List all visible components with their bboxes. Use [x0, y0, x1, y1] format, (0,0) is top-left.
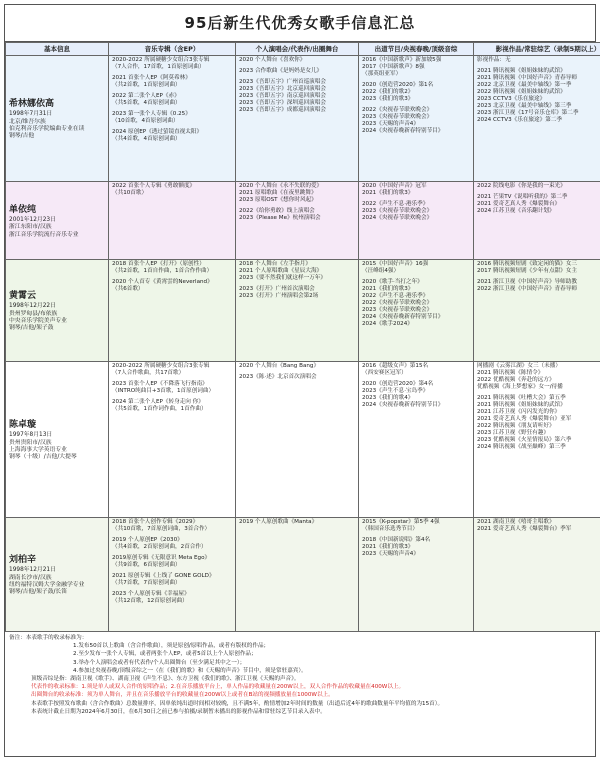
show-line: 2018《中国新说唱》第4名	[362, 537, 431, 543]
show-line: 2015《中国好声音》16强	[362, 261, 429, 267]
concert-line: 2023《要不然我们就这样一万年》	[239, 275, 326, 281]
album-line: （共10首歌）	[112, 190, 148, 196]
films-cell	[474, 182, 600, 260]
show-line: 2015《K-popstar》第5季 4强	[362, 519, 440, 525]
show-line: 2016《中国新歌声》新加坡5强	[362, 57, 442, 63]
film-line: 2022 院线电影《你是我的一束光》	[477, 183, 566, 189]
concerts-cell	[236, 518, 359, 632]
film-line: 网播剧《云雾江湖》女三（未播）	[477, 363, 561, 369]
film-line: 2021 浙江卫视《中国好声音》导师助教	[477, 279, 577, 285]
film-line: 2023 北京卫视《最美中轴线》第三季	[477, 103, 572, 109]
album-line: （共9首歌，6首原创词曲）	[112, 562, 181, 568]
album-line: （共7首歌，7首原创词曲）	[112, 580, 181, 586]
film-line: 2021 腾讯视频《吐槽大会》第五季	[477, 395, 566, 401]
show-line: 2023《我们的歌4》	[362, 395, 414, 401]
show-line: 2024《央视春晚新春特别节目》	[362, 128, 444, 134]
singer-info-line: 浙江音乐学院流行音乐专业	[9, 231, 79, 238]
show-line: 2022《声生不息·港乐季》	[362, 293, 429, 299]
show-line: （西安赛区冠军）	[362, 370, 407, 376]
singer-info-line: 钢琴（十级）/吉他/大提琴	[9, 454, 77, 461]
singer-table	[5, 42, 600, 632]
singer-basic-info	[6, 260, 109, 362]
notes-criteria-line: 3.举办个人演唱会或者有代表作/个人出圈舞台（至少满足其中之一）；	[73, 659, 246, 666]
concert-line: 2023 原唱OST《想你时风起》	[239, 197, 317, 203]
singer-info-line: 1998年12月21日	[9, 567, 56, 574]
album-line: 2024 第二张个人EP《转身走向 你》	[112, 399, 204, 405]
singer-info-line: 纽约福特汉姆大学金融学专业	[9, 582, 85, 588]
show-line: 2021《我们的歌3》	[362, 286, 414, 292]
concerts-cell	[236, 56, 359, 182]
film-line: 2021 江苏卫视《闪闪发光的你》	[477, 409, 561, 415]
singer-info-line: 中央音乐学院美声专业	[9, 318, 67, 324]
show-line: 2024《歌手2024》	[362, 321, 413, 327]
singer-info-line: 浙江东阳市/汉族	[9, 224, 52, 231]
film-line: 2021 爱奇艺真人秀《爆裂舞台》季军	[477, 526, 572, 532]
albums-cell	[109, 260, 236, 362]
album-line: 2020-2022 所属硬糖少女组合3张专辑	[112, 57, 210, 63]
header-row	[6, 43, 600, 56]
films-cell	[474, 260, 600, 362]
show-line: 2024《央视春晚新春特别节目》	[362, 402, 444, 408]
singer-basic-info	[6, 362, 109, 518]
film-line: 2021 腾讯视频《姐姐妹妹的武馆》	[477, 402, 566, 408]
film-line: 2021 腾讯视频《中国好声音》青春导师	[477, 75, 577, 81]
album-line: 2018 首张个人创作专辑《2029》	[112, 519, 199, 525]
show-line: 2023《央视春节联欢晚会》	[362, 208, 433, 214]
show-line: （韩国音乐选秀节目）	[362, 526, 418, 532]
film-line: 2022 北京卫视《最美中轴线》第一季	[477, 82, 572, 88]
film-line: 2021 腾讯视频《陈情令》	[477, 370, 544, 376]
page-title: 95后新生代优秀女歌手信息汇总	[5, 5, 595, 42]
film-line: 2023 CCTV3《乐在旅途》	[477, 96, 546, 102]
album-line: 2023 首张个人EP《不降落飞行指南》	[112, 381, 208, 387]
show-line: 2017《中国新歌声》8强	[362, 64, 425, 70]
concert-line: 2018 个人舞台《左手指月》	[239, 261, 311, 267]
film-line: 2022 浙江卫视《中国好声音》青春导师	[477, 286, 577, 292]
singer-info-line: 贵州贵阳市/汉族	[9, 439, 52, 446]
singer-info-line: 1998年7月31日	[9, 111, 53, 118]
notes-lead: 备注：本表歌手的收录标准为：	[9, 635, 88, 641]
singer-basic-info	[6, 182, 109, 260]
concerts-cell	[236, 260, 359, 362]
album-line: （共2首歌，1首自作曲，1首合作作曲）	[112, 268, 213, 274]
album-line: 2018 首张个人EP《打开》（原创性）	[112, 261, 205, 267]
album-line: （共12首歌，12首原创词曲）	[112, 598, 188, 604]
header-concerts: 个人演唱会/代表作/出圈舞台	[236, 43, 359, 56]
singer-row	[6, 518, 600, 632]
singer-info-line: 湖南长沙市/汉族	[9, 574, 52, 581]
film-line: 2023 优酷视频《火星情报局》第六季	[477, 437, 572, 443]
film-line: 2024 江苏卫视《音乐翻计划》	[477, 208, 555, 214]
singer-info-line: 钢琴/吉他/架子鼓/长笛	[9, 589, 68, 596]
concert-line: 2023《吾即五字》南京巡回演唱会	[239, 93, 326, 99]
singer-name: 陈卓璇	[9, 420, 37, 431]
show-line: 2023《央视春节联欢晚会》	[362, 307, 433, 313]
album-line: （共4首歌，4首原创词曲）	[112, 136, 181, 142]
singer-name: 单依纯	[9, 204, 37, 215]
concert-line: 2023《陈·述》北京首次演唱会	[239, 374, 317, 380]
concert-line: 2019 个人原创歌曲《Manta》	[239, 519, 318, 525]
singer-info-line: 2001年12月23日	[9, 216, 56, 223]
notes-criteria-line: 2.至少发布一张个人专辑，或者两张个人EP，或者5首以上个人原创作品；	[73, 651, 257, 658]
notes-criteria-line: 1.发布50首以上歌曲（含合作歌曲），须是原创/原唱作品，或者有版权的作品；	[73, 643, 270, 650]
notes-extra-line: 本表歌手按照发布歌曲（含合作歌曲）总数量排序，因单依纯出道时间相对较晚，且不满5年，酌情增加2年时间的数量（出道后近4年的歌曲数量年平均值的为15首）。	[31, 700, 444, 707]
album-line: （7人合作歌曲，共17首歌）	[112, 370, 185, 376]
shows-cell	[359, 56, 474, 182]
shows-cell	[359, 182, 474, 260]
album-line: （共6首歌）	[112, 286, 144, 292]
concert-line: 2020 个人舞台《喜欢你》	[239, 57, 306, 63]
header-shows: 出道节目/央视春晚/顶级音综	[359, 43, 474, 56]
concert-line: 2020 个人舞台《永不失联的爱》	[239, 183, 323, 189]
film-line: 2021 湖南卫视《嘻哥主唱歌》	[477, 519, 555, 525]
show-line: 2021《我们的歌3》	[362, 190, 414, 196]
film-line: 2023 浙江卫视《17号音乐仓库》第二季	[477, 110, 579, 116]
concert-line: 2023《吾即五字》北京巡回演唱会	[239, 86, 326, 92]
film-line: 2021 爱奇艺真人秀《爆裂舞台》亚军	[477, 416, 572, 422]
notes-section	[5, 632, 595, 718]
show-line: 2020《中国好声音》冠军	[362, 183, 427, 189]
show-line: 2022《央视春节联欢晚会》	[362, 107, 433, 113]
album-line: （10首歌，4首原创词曲）	[112, 118, 179, 124]
show-line: 2023《天赐的声音4》	[362, 551, 419, 557]
album-line: 2024 原创EP《透过萤镜直视太阳》	[112, 129, 203, 135]
album-line: （共4首歌，2首原创词曲，2首合作）	[112, 544, 207, 550]
singer-row	[6, 182, 600, 260]
film-line: 2024 CCTV3《乐在旅途》第二季	[477, 117, 562, 123]
notes-extra-line: 顶级音综是指：湖南卫视《歌手》、湖南卫视《声生不息》、东方卫视《我们的歌》、浙江卫视《天赐的声音》。	[31, 676, 300, 683]
singer-info-line: 1998年12月22日	[9, 303, 56, 310]
album-line: （INTRO纯曲目+3首歌，1首原创词曲）	[112, 388, 215, 394]
concert-line: 2023《吾即五字》成都巡回演唱会	[239, 107, 326, 113]
film-line: 2017 腾讯视频短剧《少年有点甜》女主	[477, 268, 577, 274]
albums-cell	[109, 56, 236, 182]
show-line: 2023《声生不息·宝岛季》	[362, 388, 429, 394]
album-line: 2023 个人原创专辑《幸福屋》	[112, 591, 190, 597]
show-line: 2024《央视春节联欢晚会》	[362, 215, 433, 221]
show-line: 2023《天赐的声音4》	[362, 121, 419, 127]
singer-row	[6, 260, 600, 362]
concert-line: 2023《吾即五字》深圳巡回演唱会	[239, 100, 326, 106]
notes-extra-line: 出圈舞台的收录标准：须为单人舞台，并且在音乐播放平台的收藏量在200W以上或者在B站的视频播放量在1000W以上。	[31, 692, 334, 699]
show-line: 2016《超级女声》第15名	[362, 363, 429, 369]
album-line: 2022 第二张个人EP《赤》	[112, 93, 180, 99]
film-line: 2021 爱奇艺真人秀《爆裂舞台》	[477, 201, 561, 207]
films-cell	[474, 518, 600, 632]
singer-row	[6, 56, 600, 182]
film-line: 2021 芒果TV《说唱听我的》第二季	[477, 194, 568, 200]
films-cell	[474, 362, 600, 518]
show-line: 2023《我们的歌3》	[362, 96, 414, 102]
summary-sheet	[4, 4, 600, 757]
show-line: 2022《声生不息·港乐季》	[362, 201, 429, 207]
film-line: 2021 腾讯视频《姐姐妹妹的武馆》	[477, 68, 566, 74]
album-line: 2021 首张个人EP《阿莫希林》	[112, 75, 191, 81]
film-line: 2022 腾讯视频《姐姐妹妹的武馆》	[477, 89, 566, 95]
singer-name: 希林娜依高	[9, 99, 55, 110]
singer-info-line: 钢琴/吉他	[9, 133, 35, 140]
films-cell	[474, 56, 600, 182]
film-line: 影视作品：无	[477, 57, 511, 63]
show-line: 2022《央视春节联欢晚会》	[362, 300, 433, 306]
album-line: 2021 原创专辑《上线了 GONE GOLD》	[112, 573, 215, 579]
albums-cell	[109, 518, 236, 632]
show-line: 2020《创造营2020》第1名	[362, 82, 434, 88]
show-line: 2021《我们的歌3》	[362, 544, 414, 550]
film-line: 2024 腾讯视频《战至巅峰》第三季	[477, 444, 566, 450]
notes-criteria-line: 4.参加过央视春晚/顶级音综之一（在《我们的歌》和《天赐的声音》节目中，须是常驻嘉宾）。	[73, 667, 307, 674]
album-line: 2019原创专辑《无限意识 Meta Ego》	[112, 555, 211, 561]
singer-info-line: 上海海事大学英语专业	[9, 447, 67, 453]
show-line: 2020《创造营2020》第4名	[362, 381, 434, 387]
singer-basic-info	[6, 56, 109, 182]
header-basic-info: 基本信息	[6, 43, 109, 56]
film-line: 2022 腾讯视频《朋友请听好》	[477, 423, 555, 429]
albums-cell	[109, 182, 236, 260]
album-line: 2022 首张个人专辑《勇敢额度》	[112, 183, 196, 189]
header-albums: 音乐专辑（含EP）	[109, 43, 236, 56]
notes-extra-line: 代表作的收录标准：1.须是单人或双人合作的原唱作品；2.在音乐播放平台上，单人作品的收藏量在200W以上，双人合作作品的收藏量在400W以上。	[31, 684, 405, 691]
album-line: （7人合作，17首歌，1首原创词曲）	[112, 64, 205, 70]
singer-row	[6, 362, 600, 518]
show-line: 2023《央视春节联欢晚会》	[362, 114, 433, 120]
concert-line: 2023《吾即五字》广州首巡演唱会	[239, 79, 326, 85]
show-line: 2020《歌手·当打之年》	[362, 279, 423, 285]
concert-line: 2023《打开》广州演唱会第2场	[239, 293, 319, 299]
concert-line: 2021 个人原唱歌曲《星辰大海》	[239, 268, 323, 274]
film-line: 2023 江苏卫视《野狂有趣》	[477, 430, 549, 436]
singer-info-line: 伯克利音乐学院编曲专业在读	[9, 126, 85, 132]
concert-line: 2023 合作歌曲《是妈妈是女儿》	[239, 68, 323, 74]
album-line: （共2首歌，1首原创词曲）	[112, 82, 181, 88]
concerts-cell	[236, 362, 359, 518]
album-line: （共5首歌，4首原创词曲）	[112, 100, 181, 106]
singer-info-line: 贵州罗甸县/布依族	[9, 310, 58, 317]
concerts-cell	[236, 182, 359, 260]
shows-cell	[359, 362, 474, 518]
concert-line: 2023《打开》广州首次演唱会	[239, 286, 315, 292]
album-line: 2020 个人首专《黄霄雲的Neverland》	[112, 279, 213, 285]
show-line: 2024《央视春晚新春特别节目》	[362, 314, 444, 320]
singer-info-line: 北京/维吾尔族	[9, 118, 46, 125]
albums-cell	[109, 362, 236, 518]
album-line: （共10首歌，7首原创词曲，3首合作）	[112, 526, 211, 532]
album-line: 2023 第一张个人专辑《0.25》	[112, 111, 191, 117]
shows-cell	[359, 260, 474, 362]
album-line: 2019 个人原创EP《2030》	[112, 537, 183, 543]
film-line: 2016 腾讯视频短剧《致定闲的猫》女三	[477, 261, 577, 267]
singer-name: 刘柏辛	[9, 555, 37, 566]
show-line: 2022《我们的歌2》	[362, 89, 414, 95]
singer-basic-info	[6, 518, 109, 632]
singer-info-line: 钢琴/吉他/架子鼓	[9, 325, 54, 332]
concert-line: 2021 原唱歌曲《在夜里跳舞》	[239, 190, 317, 196]
singer-info-line: 1997年8月13日	[9, 432, 53, 439]
concert-line: 2020 个人舞台《Bang Bang》	[239, 363, 320, 369]
show-line: （汪峰组4强）	[362, 268, 400, 274]
concert-line: 2023《Please Me》杭州演唱会	[239, 215, 321, 221]
singer-name: 黄霄云	[9, 291, 37, 302]
header-films: 影视作品/常驻综艺（录制5期以上）	[474, 43, 600, 56]
film-line: 2022 优酷视频《奔赴的远方》	[477, 377, 555, 383]
concert-line: 2022《给你勇敢》线上演唱会	[239, 208, 315, 214]
film-line: 优酷视频《海上梦想家》女一/待播	[477, 384, 563, 390]
album-line: （共5首歌，1首作词作曲，1首作曲）	[112, 406, 207, 412]
shows-cell	[359, 518, 474, 632]
notes-extra-line: 本表统计截止日期为2024年6月30日，在6月30日之前已参与拍摄/录制暂未播出的影视作品和常驻综艺节目录入表中。	[31, 708, 326, 715]
album-line: 2020-2022 所属硬糖少女组合3张专辑	[112, 363, 210, 369]
show-line: （那英组亚军）	[362, 71, 402, 77]
